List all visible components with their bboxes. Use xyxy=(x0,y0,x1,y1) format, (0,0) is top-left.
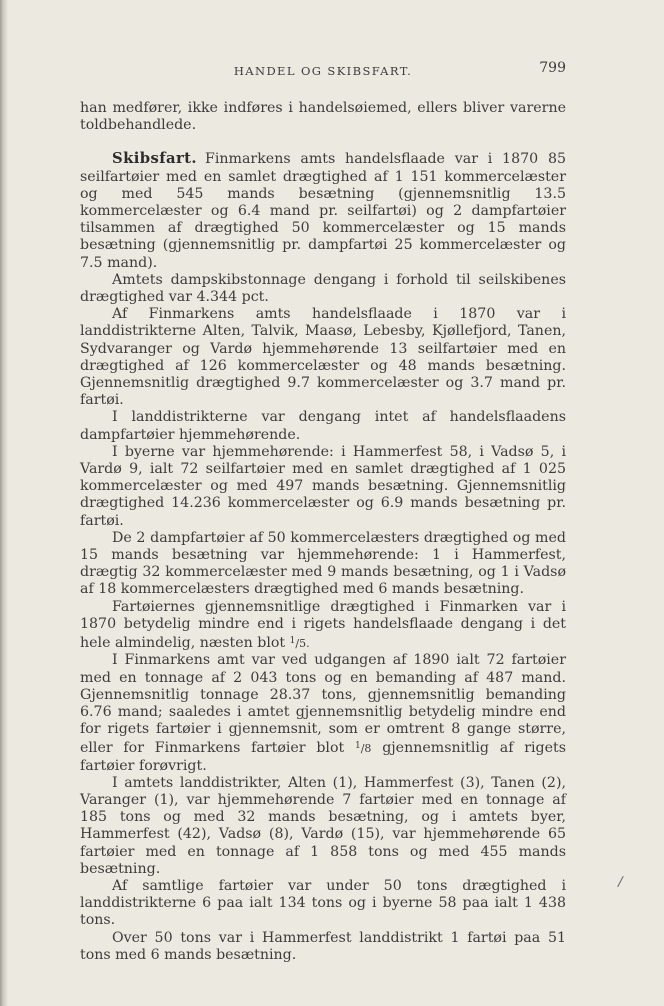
paragraph: Af samtlige fartøier var under 50 tons drægtighed i landdistrikterne 6 paa ialt 134 tons og i byerne 58 paa ialt 1 438 tons. xyxy=(80,877,566,929)
paragraph: I landdistrikterne var dengang intet af handelsflaadens dampfartøier hjemmehørende. xyxy=(80,409,566,443)
fraction-denominator: /8 xyxy=(360,742,372,756)
paragraph-fraction-eighth xyxy=(80,652,566,774)
paragraph-skibsfart xyxy=(80,150,566,271)
paragraph: I amtets landdistrikter, Alten (1), Hammerfest (3), Tanen (2), Varanger (1), var hjemmehørende 7 fartøier med en tonnage af 185 tons og med 32 mands besætning, og i amtets byer, Hammerfest (42), Vadsø (8), Vardø (15), var hjemmehørende 65 fartøier med en tonnage af 1 858 tons og med 455 mands besætning. xyxy=(80,774,566,877)
fraction-numerator: 1 xyxy=(354,741,361,752)
fraction-one-eighth xyxy=(355,742,371,755)
paragraph-text: Finmarkens amts handelsflaade var i 1870 85 seilfartøier med en samlet drægtighed af 1 151 kommercelæster og med 545 mands besætning (gjennemsnitlig 13.5 kommercelæster og 6.4 mand pr. seilfartøi) og 2 dampfartøier tilsammen af drægtighed 50 kommercelæster og 15 mands besætning (gjennemsnitlig pr. dampfartøi 25 kommercelæster og 7.5 mand). xyxy=(80,151,566,271)
paragraph-fraction-fifth xyxy=(80,599,566,653)
paragraph: Over 50 tons var i Hammerfest landdistrikt 1 fartøi paa 51 tons med 6 mands besætning. xyxy=(80,929,566,963)
section-heading: Skibsfart. xyxy=(112,150,197,168)
margin-mark: / xyxy=(616,873,625,891)
paragraph-text: gjennemsnitlig af rigets fartøier forøvrigt. xyxy=(80,740,567,774)
fraction-denominator: /5. xyxy=(295,637,310,651)
fraction-numerator: 1 xyxy=(289,636,296,647)
paragraph: Af Finmarkens amts handelsflaade i 1870 var i landdistrikterne Alten, Talvik, Maasø, Lebesby, Kjøllefjord, Tanen, Sydvaranger og Vardø hjemmehørende 13 seilfartøier med en drægtighed af 126 kommercelæster og 48 mands besætning. Gjennemsnitlig drægtighed 9.7 kommercelæster og 3.7 mand pr. fartøi. xyxy=(80,306,566,409)
paragraph-continuation: han medfører, ikke indføres i handelsøiemed, ellers bliver varerne toldbehandlede. xyxy=(80,100,566,134)
paragraph: De 2 dampfartøier af 50 kommercelæsters drægtighed og med 15 mands besætning var hjemmehørende: 1 i Hammerfest, drægtig 32 kommercelæster med 9 mands besætning, og 1 i Vadsø af 18 kommercelæsters drægtighed med 6 mands besætning. xyxy=(80,529,566,598)
body-text xyxy=(80,100,566,964)
page-number: 799 xyxy=(539,60,566,76)
paragraph-text: I Finmarkens amt var ved udgangen af 1890 ialt 72 fartøier med en tonnage af 2 043 tons og en bemanding af 487 mand. Gjennemsnitlig tonnage 28.37 tons, gjennemsnitlig bemanding 6.76 mand; saaledes i amtet gjennemsnitlig betydelig mindre end for rigets fartøier i gjennemsnit, som er omtrent 8 gange større, eller for Finmarkens fartøier blot xyxy=(80,652,566,757)
running-header xyxy=(80,60,566,80)
paragraph: Amtets dampskibstonnage dengang i forhold til seilskibenes drægtighed var 4.344 pct. xyxy=(80,271,566,306)
header-title: HANDEL OG SKIBSFART. xyxy=(233,64,413,78)
paragraph: I byerne var hjemmehørende: i Hammerfest 58, i Vadsø 5, i Vardø 9, ialt 72 seilfartøier med en samlet drægtighed af 1 025 kommercelæster og med 497 mands besætning. Gjennemsnitlig drægtighed 14.236 kommercelæster og 6.9 mands besætning pr. fartøi. xyxy=(80,443,566,529)
fraction-one-fifth xyxy=(290,637,310,650)
paragraph-text: Fartøiernes gjennemsnitlige drægtighed i Finmarken var i 1870 betydelig mindre end i rigets handelsflaade dengang i det hele almindelig, næsten blot xyxy=(80,598,566,652)
page-edge xyxy=(0,0,8,1006)
